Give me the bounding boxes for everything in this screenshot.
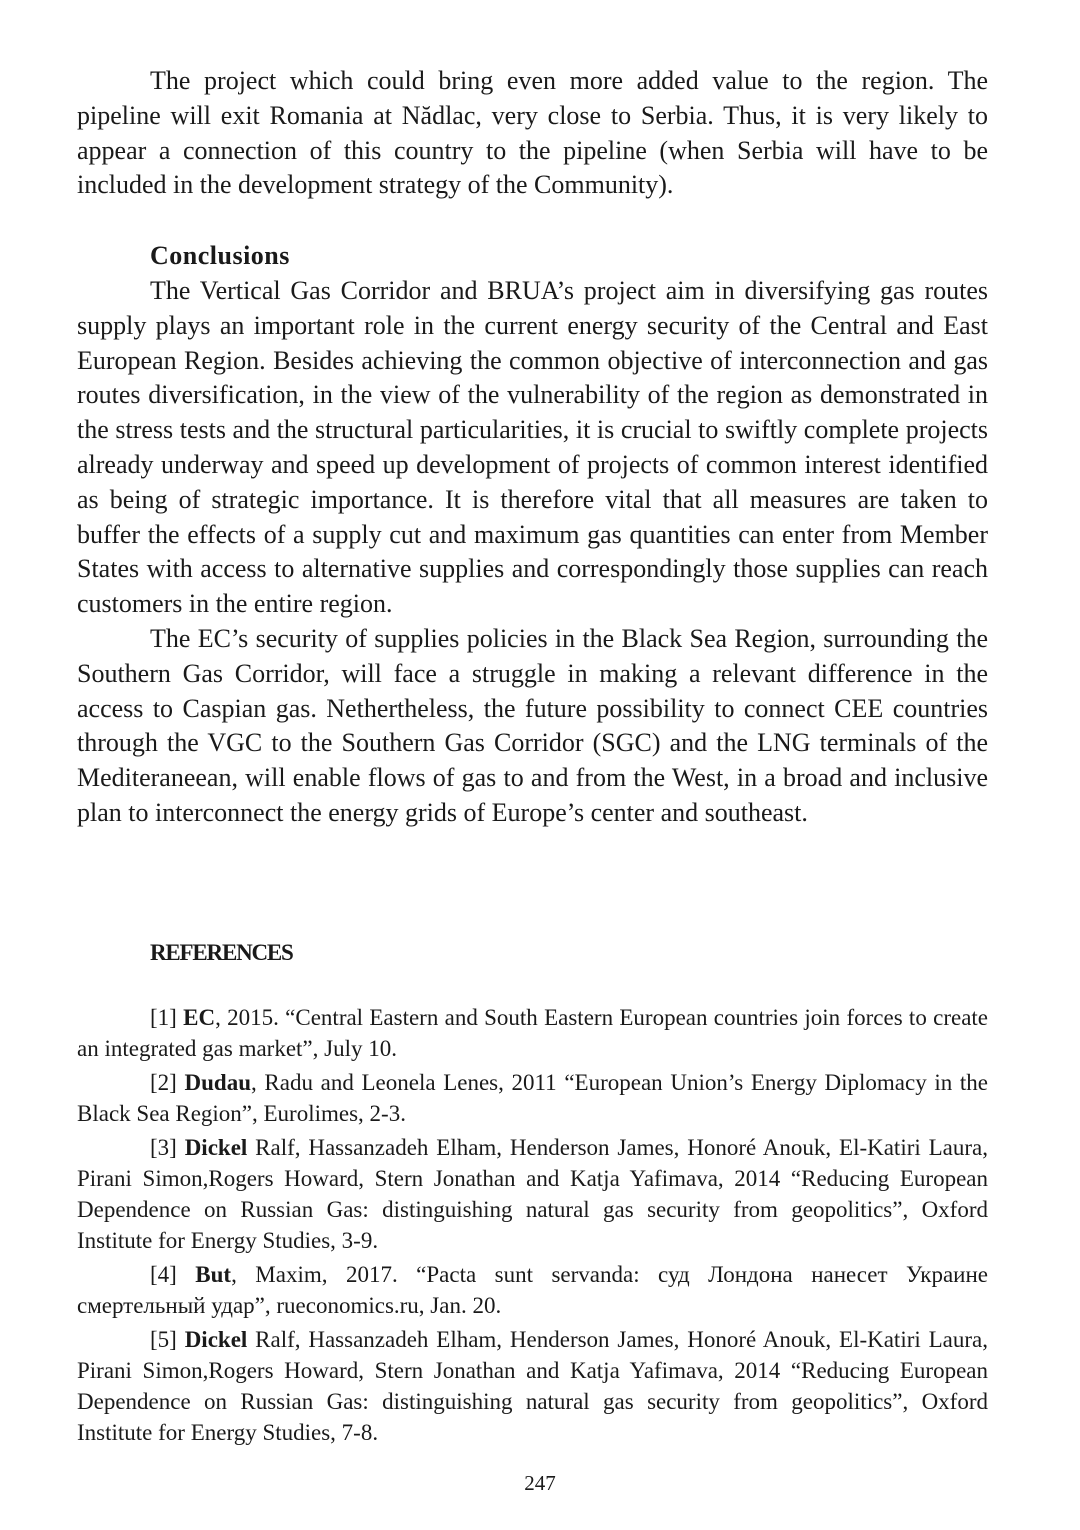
reference-author: Dudau [184,1070,251,1095]
reference-author: But [195,1262,232,1287]
reference-author: Dickel [184,1327,248,1352]
reference-number: [1] [150,1005,177,1030]
reference-list [77,1002,988,1451]
reference-item [77,1002,988,1064]
reference-item [77,1324,988,1448]
reference-text: , 2015. “Central Eastern and South Eastern European countries join forces to create an integrated gas market”, July 10. [77,1005,988,1061]
intro-paragraph: The project which could bring even more added value to the region. The pipeline will exit Romania at Nădlac, very close to Serbia. Thus, it is very likely to appear a connection of this country to the pipeline (when Serbia will have to be included in the development strategy of the Community). [77,66,988,200]
reference-text: , Maxim, 2017. “Pacta sunt servanda: суд Лондона нанесет Украине смертельный удар”, rueconomics.ru, Jan. 20. [77,1262,988,1318]
reference-text: Ralf, Hassanzadeh Elham, Henderson James, Honoré Anouk, El-Katiri Laura, Pirani Simon,Rogers Howard, Stern Jonathan and Katja Yafimava, 2014 “Reducing European Dependence on Russian Gas: distinguishing natural gas security from geopolitics”, Oxford Institute for Energy Studies, 3-9. [77,1135,988,1253]
reference-author: Dickel [184,1135,248,1160]
reference-author: EC [183,1005,216,1030]
conclusions-paragraph-2: The EC’s security of supplies policies in the Black Sea Region, surrounding the Southern Gas Corridor, will face a struggle in making a relevant difference in the access to Caspian gas. Nethertheless, the future possibility to connect CEE countries through the VGC to the Southern Gas Corridor (SGC) and the LNG terminals of the Mediteraneean, will enable flows of gas to and from the West, in a broad and inclusive plan to interconnect the energy grids of Europe’s center and southeast. [77,623,988,827]
reference-text: , Radu and Leonela Lenes, 2011 “European Union’s Energy Diplomacy in the Black Sea Region”, Eurolimes, 2-3. [77,1070,989,1126]
reference-item [77,1259,988,1321]
reference-number: [4] [150,1262,177,1287]
body-text [77,64,988,831]
reference-item [77,1067,988,1129]
references-heading: REFERENCES [150,940,293,965]
conclusions-paragraph-1: The Vertical Gas Corridor and BRUA’s project aim in diversifying gas routes supply plays an important role in the current energy security of the Central and East European Region. Besides achieving the common objective of interconnection and gas routes diversification, in the view of the vulnerability of the region as demonstrated in the stress tests and the structural particularities, it is crucial to swiftly complete projects already underway and speed up development of projects of common interest identified as being of strategic importance. It is therefore vital that all measures are taken to buffer the effects of a supply cut and maximum gas quantities can enter from Member States with access to alternative supplies and correspondingly those supplies can reach customers in the entire region. [77,275,988,619]
reference-number: [2] [150,1070,177,1095]
reference-item [77,1132,988,1256]
conclusions-heading: Conclusions [150,241,290,271]
reference-text: Ralf, Hassanzadeh Elham, Henderson James, Honoré Anouk, El-Katiri Laura, Pirani Simon,Rogers Howard, Stern Jonathan and Katja Yafimava, 2014 “Reducing European Dependence on Russian Gas: distinguishing natural gas security from geopolitics”, Oxford Institute for Energy Studies, 7-8. [77,1327,988,1445]
reference-number: [5] [150,1327,177,1352]
reference-number: [3] [150,1135,177,1160]
page-number: 247 [524,1471,556,1495]
